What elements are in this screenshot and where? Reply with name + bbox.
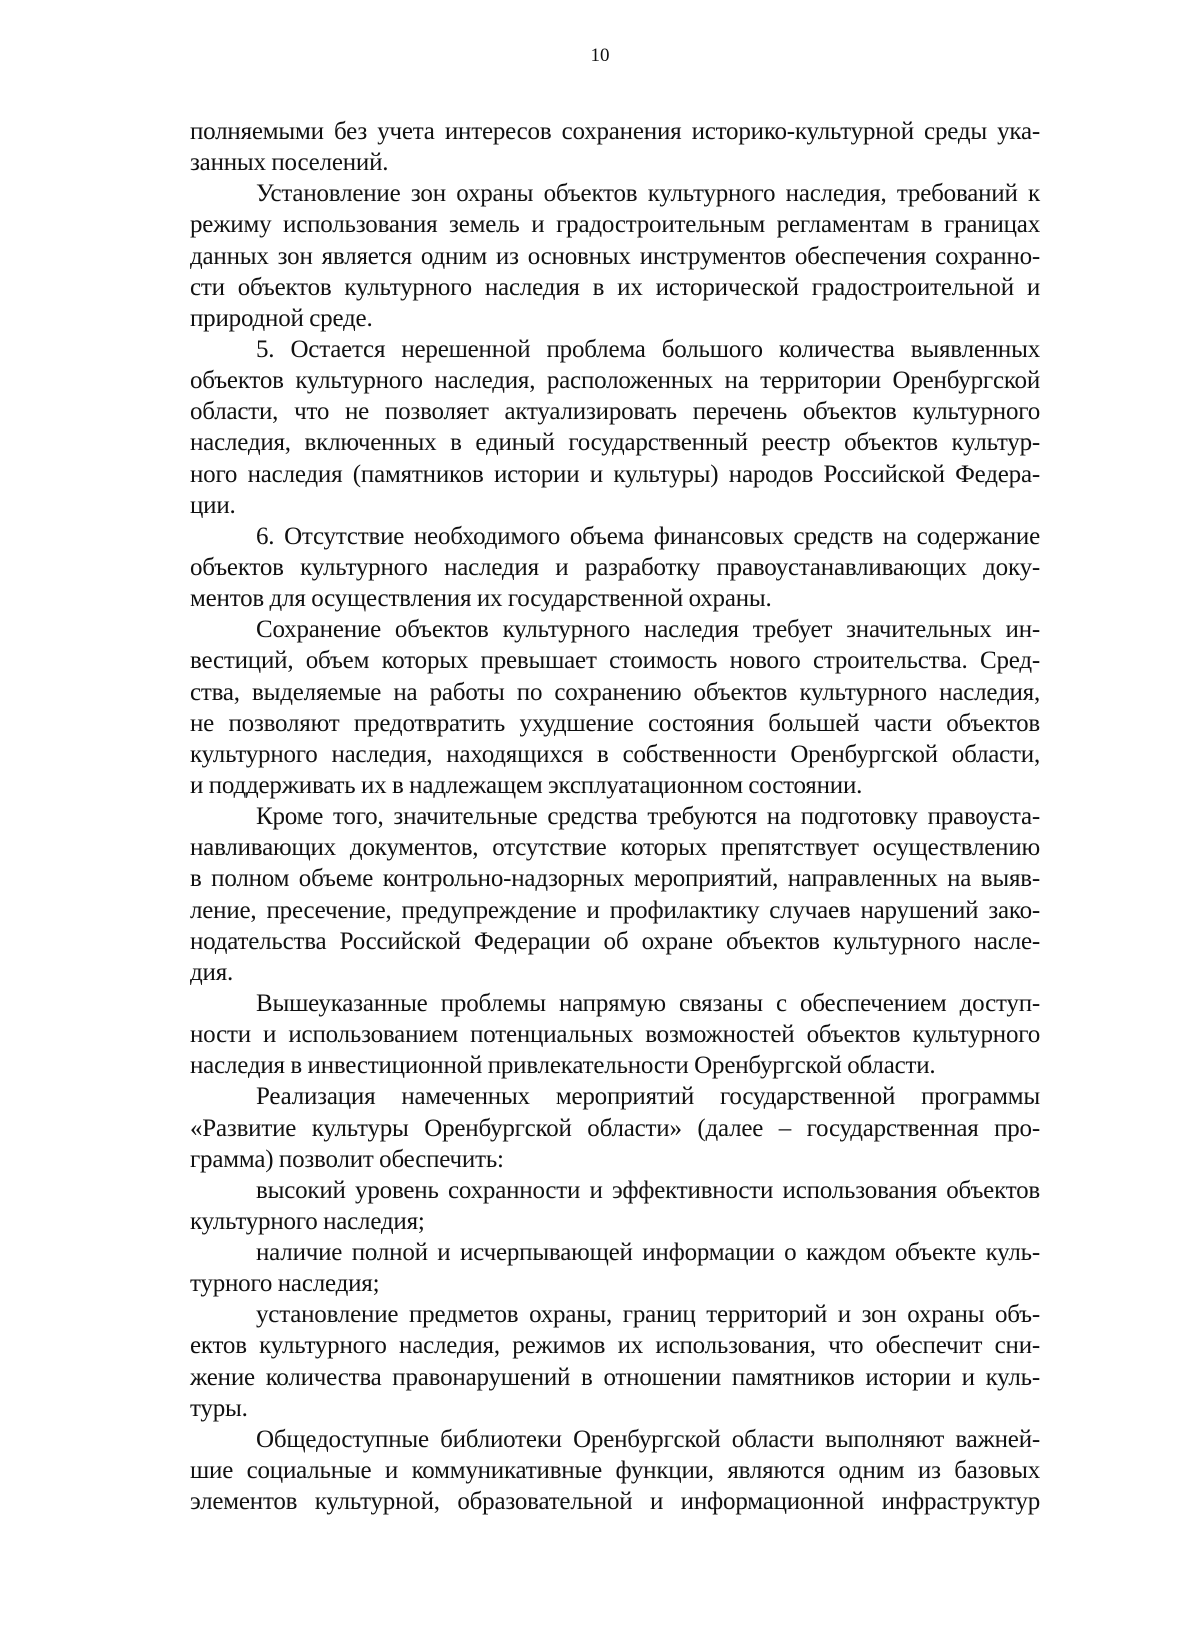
page-number: 10 bbox=[590, 45, 610, 66]
text-line: сти объектов культурного наследия в их исторической градостроительной и bbox=[190, 273, 1040, 301]
text-line: объектов культурного наследия и разработку правоустанавливающих доку- bbox=[190, 553, 1040, 581]
text-line: в полном объеме контрольно-надзорных мероприятий, направленных на выяв- bbox=[190, 865, 1040, 893]
text-line: природной среде. bbox=[190, 304, 373, 332]
text-line: дия. bbox=[190, 958, 234, 986]
text-line: нодательства Российской Федерации об охране объектов культурного насле- bbox=[190, 927, 1040, 955]
text-line: культурного наследия; bbox=[190, 1207, 425, 1235]
text-line: ментов для осуществления их государственной охраны. bbox=[190, 585, 772, 613]
text-line: высокий уровень сохранности и эффективности использования объектов bbox=[256, 1176, 1040, 1204]
text-line: шие социальные и коммуникативные функции, являются одним из базовых bbox=[190, 1457, 1040, 1485]
text-line: занных поселений. bbox=[190, 149, 389, 177]
text-line: туры. bbox=[190, 1394, 248, 1422]
text-line: «Развитие культуры Оренбургской области» (далее – государственная про- bbox=[190, 1114, 1040, 1142]
text-line: наследия в инвестиционной привлекательности Оренбургской области. bbox=[190, 1052, 936, 1080]
text-line: Общедоступные библиотеки Оренбургской области выполняют важней- bbox=[256, 1425, 1040, 1453]
text-line: ление, пресечение, предупреждение и профилактику случаев нарушений зако- bbox=[190, 896, 1040, 924]
text-line: навливающих документов, отсутствие которых препятствует осуществлению bbox=[190, 834, 1040, 862]
text-line: наличие полной и исчерпывающей информации о каждом объекте куль- bbox=[256, 1239, 1040, 1267]
text-line: вестиций, объем которых превышает стоимость нового строительства. Сред- bbox=[190, 647, 1040, 675]
text-line: грамма) позволит обеспечить: bbox=[190, 1145, 504, 1173]
text-line: Кроме того, значительные средства требуются на подготовку правоуста- bbox=[256, 803, 1040, 831]
text-line: Сохранение объектов культурного наследия требует значительных ин- bbox=[256, 616, 1040, 644]
text-line: жение количества правонарушений в отношении памятников истории и куль- bbox=[190, 1363, 1040, 1391]
document-body bbox=[190, 116, 1040, 1517]
text-line: данных зон является одним из основных инструментов обеспечения сохранно- bbox=[190, 242, 1040, 270]
text-line: элементов культурной, образовательной и информационной инфраструктур bbox=[190, 1488, 1040, 1516]
text-line: ции. bbox=[190, 491, 236, 519]
text-line: установление предметов охраны, границ территорий и зон охраны объ- bbox=[256, 1301, 1040, 1329]
text-line: 6. Отсутствие необходимого объема финансовых средств на содержание bbox=[256, 522, 1040, 550]
text-line: полняемыми без учета интересов сохранения историко-культурной среды ука- bbox=[190, 118, 1040, 145]
text-line: Установление зон охраны объектов культурного наследия, требований к bbox=[256, 180, 1040, 208]
text-line: ектов культурного наследия, режимов их использования, что обеспечит сни- bbox=[190, 1332, 1040, 1360]
text-line: ности и использованием потенциальных возможностей объектов культурного bbox=[190, 1021, 1040, 1049]
text-line: культурного наследия, находящихся в собственности Оренбургской области, bbox=[190, 740, 1040, 768]
text-line: наследия, включенных в единый государственный реестр объектов культур- bbox=[190, 429, 1040, 457]
text-line: области, что не позволяет актуализировать перечень объектов культурного bbox=[190, 398, 1040, 426]
text-line: турного наследия; bbox=[190, 1270, 380, 1298]
text-line: и поддерживать их в надлежащем эксплуатационном состоянии. bbox=[190, 771, 863, 799]
text-line: ного наследия (памятников истории и культуры) народов Российской Федера- bbox=[190, 460, 1040, 488]
text-line: 5. Остается нерешенной проблема большого количества выявленных bbox=[256, 335, 1040, 363]
text-line: Вышеуказанные проблемы напрямую связаны с обеспечением доступ- bbox=[256, 989, 1040, 1017]
text-line: режиму использования земель и градостроительным регламентам в границах bbox=[190, 211, 1040, 239]
text-line: ства, выделяемые на работы по сохранению объектов культурного наследия, bbox=[190, 678, 1040, 706]
text-line: Реализация намеченных мероприятий государственной программы bbox=[256, 1083, 1040, 1111]
text-line: не позволяют предотвратить ухудшение состояния большей части объектов bbox=[190, 709, 1040, 737]
text-line: объектов культурного наследия, расположенных на территории Оренбургской bbox=[190, 367, 1040, 395]
